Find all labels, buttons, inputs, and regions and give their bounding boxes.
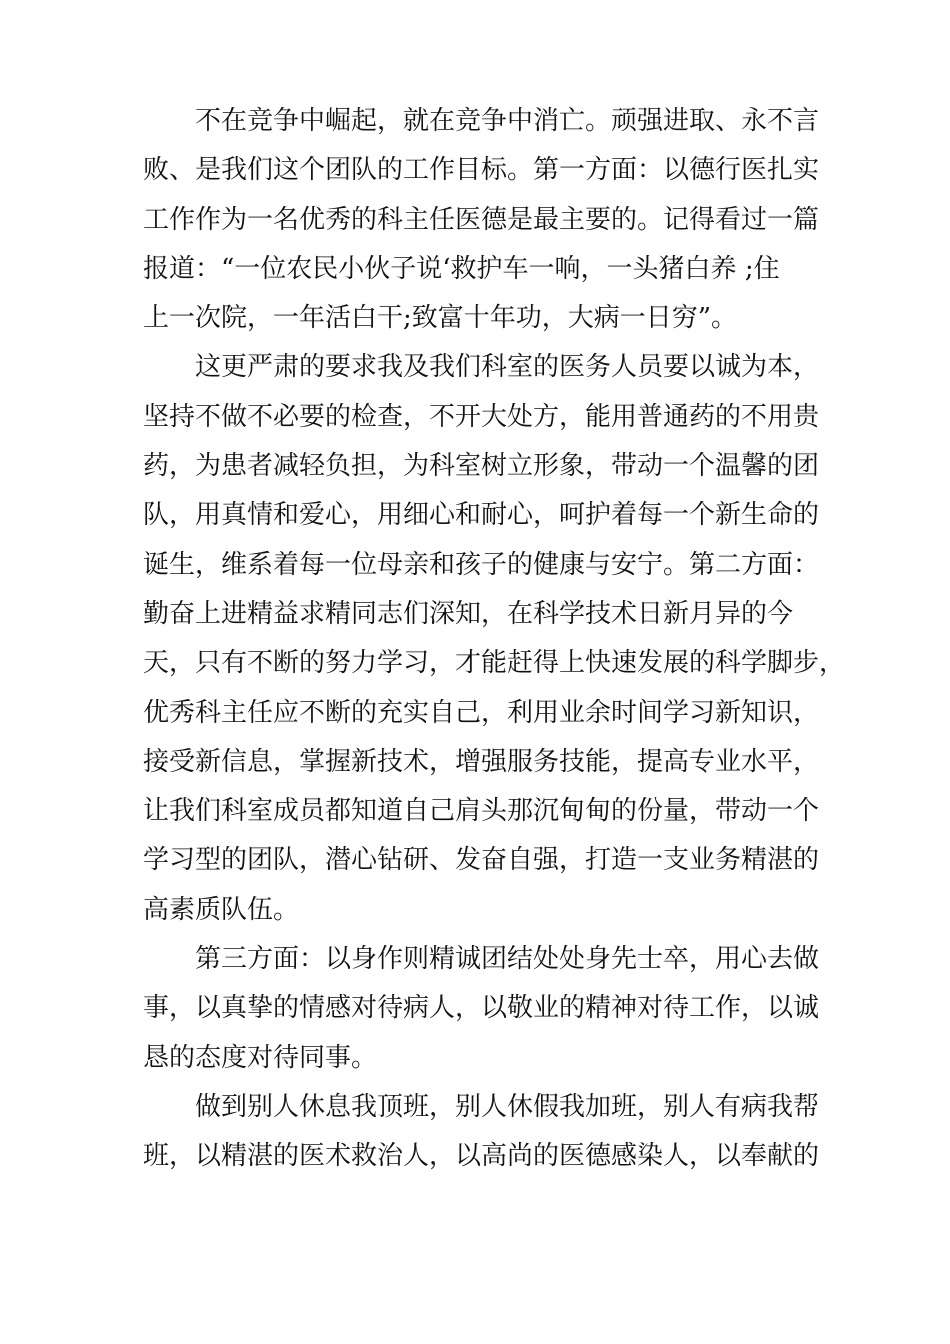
text-line: 诞生，维系着每一位母亲和孩子的健康与安宁。第二方面：: [143, 549, 820, 580]
text-line: 班，以精湛的医术救治人，以高尚的医德感染人，以奉献的: [143, 1141, 820, 1172]
text-line: 高素质队伍。: [143, 894, 300, 925]
text-line: 事，以真挚的情感对待病人，以敬业的精神对待工作，以诚: [143, 993, 820, 1024]
text-line: 学习型的团队，潜心钻研、发奋自强，打造一支业务精湛的: [143, 845, 820, 876]
document-body: [143, 97, 846, 1182]
text-line: 工作作为一名优秀的科主任医德是最主要的。记得看过一篇: [143, 204, 820, 235]
text-line: 药，为患者减轻负担，为科室树立形象，带动一个温馨的团: [143, 451, 820, 482]
text-line: 第三方面：以身作则精诚团结处处身先士卒，用心去做: [195, 944, 820, 975]
text-line: 这更严肃的要求我及我们科室的医务人员要以诚为本，: [195, 352, 820, 383]
text-line: 接受新信息，掌握新技术，增强服务技能，提高专业水平，: [143, 746, 820, 777]
text-line: 恳的态度对待同事。: [143, 1042, 378, 1073]
text-line: 坚持不做不必要的检查，不开大处方，能用普通药的不用贵: [143, 401, 820, 432]
text-line: 优秀科主任应不断的充实自己，利用业余时间学习新知识，: [143, 697, 820, 728]
text-line: 让我们科室成员都知道自己肩头那沉甸甸的份量，带动一个: [143, 796, 820, 827]
text-line: 队，用真情和爱心，用细心和耐心，呵护着每一个新生命的: [143, 500, 820, 531]
text-line: 败、是我们这个团队的工作目标。第一方面：以德行医扎实: [143, 155, 820, 186]
text-line: 天，只有不断的努力学习，才能赶得上快速发展的科学脚步，: [143, 648, 846, 679]
text-line: 上一次院，一年活白干;致富十年功，大病一日穷”。: [143, 303, 738, 334]
text-line: 勤奋上进精益求精同志们深知，在科学技术日新月异的今: [143, 598, 794, 629]
text-line: 做到别人休息我顶班，别人休假我加班，别人有病我帮: [195, 1091, 820, 1122]
text-line: 报道：“一位农民小伙子说‘救护车一响，一头猪白养 ;住: [143, 253, 780, 284]
text-line: 不在竞争中崛起，就在竞争中消亡。顽强进取、永不言: [195, 106, 820, 136]
